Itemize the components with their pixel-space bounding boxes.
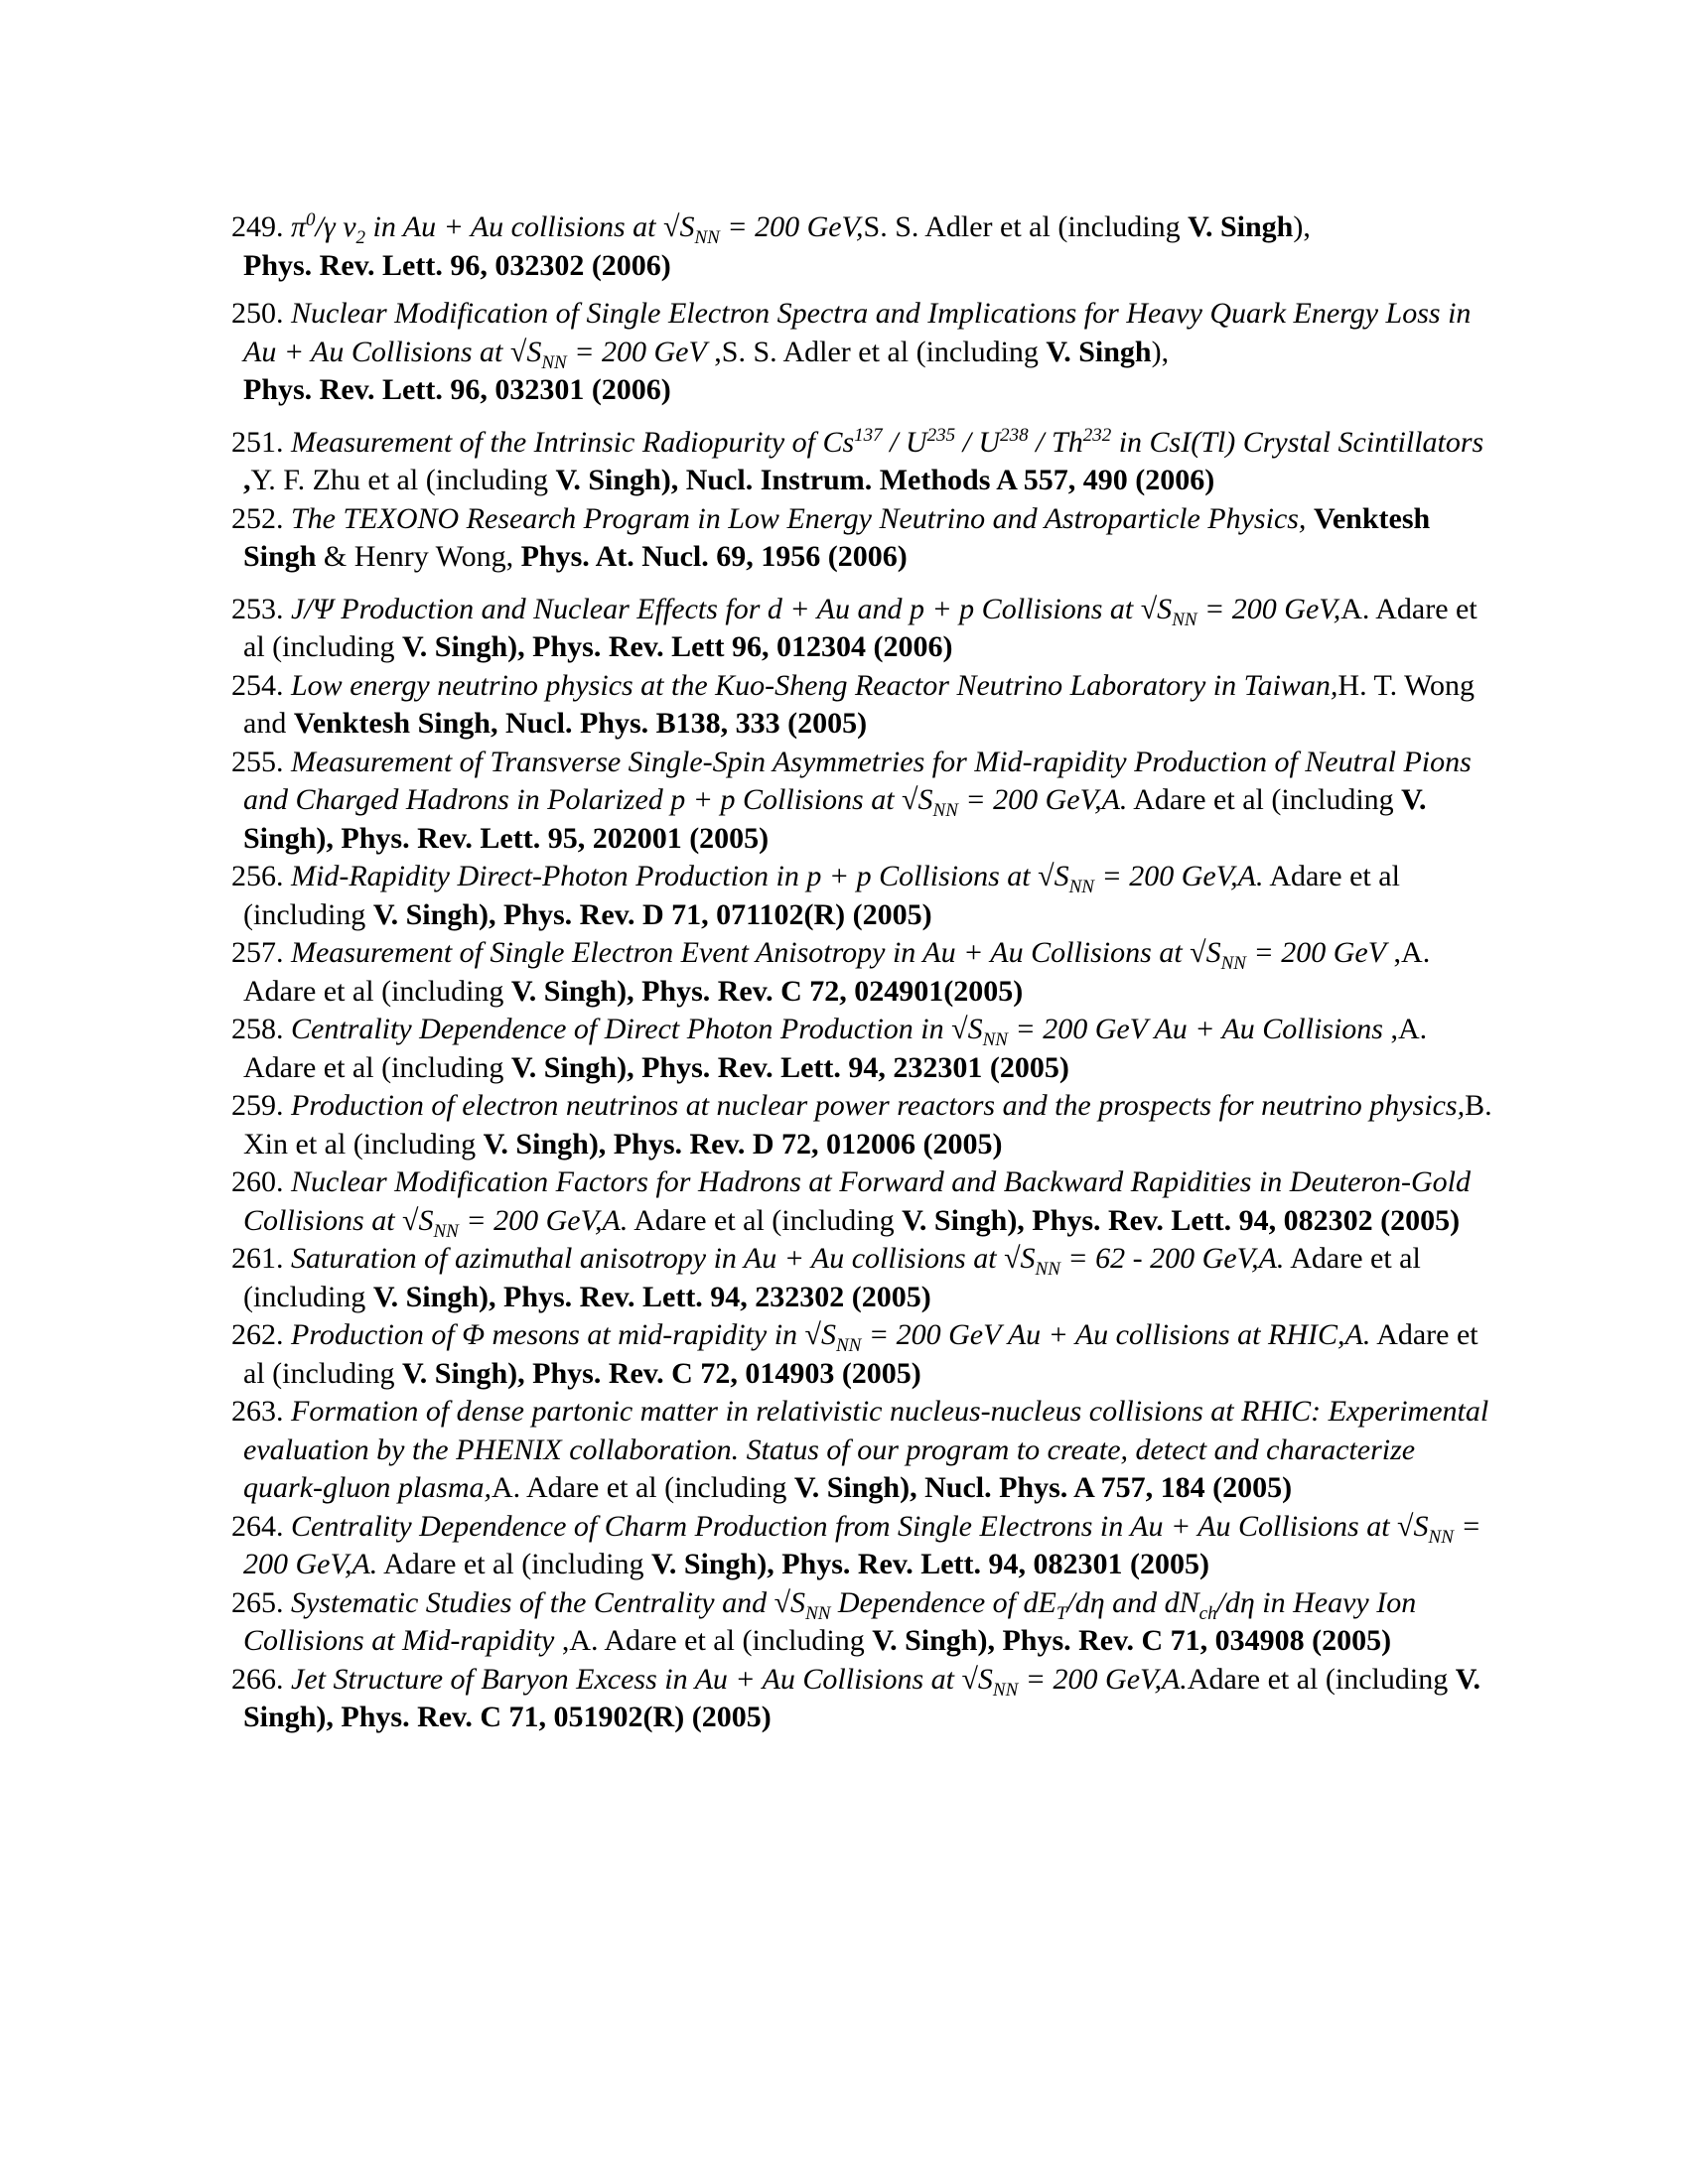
reference-text: S. S. Adler et al (including bbox=[863, 210, 1189, 243]
reference-text: V. Singh bbox=[872, 1624, 978, 1657]
reference-number: 257. bbox=[231, 936, 291, 969]
reference-text: Low energy neutrino physics at the Kuo-Sheng Reactor Neutrino Laboratory in Taiwan, bbox=[291, 668, 1338, 702]
reference-entry bbox=[231, 1508, 1492, 1584]
reference-number: 253. bbox=[231, 592, 291, 625]
reference-number: 256. bbox=[231, 860, 291, 892]
reference-text: / U bbox=[955, 425, 1001, 459]
reference-number: 260. bbox=[231, 1165, 291, 1198]
reference-text: Adare et al (including bbox=[1127, 783, 1402, 816]
reference-text: V. Singh), Phys. Rev. Lett 96, 012304 (2006) bbox=[401, 630, 953, 663]
reference-text: Formation of dense partonic matter in relativistic nucleus-nucleus collisions at RHIC: Experimental evaluation by the PHENIX collaboration. Status of our program to create, detect and characterize quark-gluon plasma, bbox=[243, 1395, 1489, 1504]
reference-text: π bbox=[291, 210, 307, 243]
reference-text: NN bbox=[932, 800, 958, 821]
reference-text: V. Singh bbox=[651, 1548, 758, 1580]
reference-entry bbox=[231, 1316, 1492, 1393]
reference-text: Phys. At. Nucl. 69, 1956 (2006) bbox=[520, 540, 908, 573]
reference-text: Production of electron neutrinos at nuclear power reactors and the prospects for neutrino physics, bbox=[291, 1089, 1466, 1122]
reference-text: NN bbox=[805, 1602, 831, 1624]
reference-text: NN bbox=[1220, 953, 1246, 974]
reference-entry bbox=[231, 667, 1492, 744]
reference-text: Adare et al (including bbox=[243, 860, 1400, 931]
reference-text: Adare et al (including bbox=[1187, 1662, 1456, 1696]
reference-list bbox=[231, 208, 1492, 1737]
reference-number: 249. bbox=[231, 210, 291, 243]
reference-text: V. Singh bbox=[401, 1356, 508, 1390]
reference-text: Adare et al (including bbox=[243, 1318, 1478, 1390]
reference-text: T bbox=[1055, 1602, 1067, 1624]
reference-text: Adare et al (including bbox=[243, 1242, 1421, 1313]
reference-text: Measurement of Transverse Single-Spin Asymmetries for Mid-rapidity Production of Neutral Pions and Charged Hadrons in Polarized p + p Collisions at √S bbox=[243, 745, 1472, 816]
reference-text: Centrality Dependence of Charm Production from Single Electrons in Au + Au Collisions at √S bbox=[291, 1509, 1429, 1543]
reference-text: NN bbox=[694, 227, 720, 248]
reference-number: 262. bbox=[231, 1318, 291, 1351]
reference-text: NN bbox=[1068, 877, 1094, 897]
reference-text: ), Phys. Rev. C 71, 034908 (2005) bbox=[977, 1624, 1392, 1657]
reference-text: 0 bbox=[306, 209, 316, 230]
reference-text: Measurement of the Intrinsic Radiopurity of Cs bbox=[291, 425, 855, 459]
reference-text: A. Adare et al (including bbox=[492, 1471, 794, 1504]
reference-entry bbox=[231, 1584, 1492, 1661]
reference-text: NN bbox=[992, 1679, 1019, 1701]
reference-text: Measurement of Single Electron Event Anisotropy in Au + Au Collisions at √S bbox=[291, 936, 1221, 969]
reference-text: = 200 GeV,A. bbox=[1018, 1662, 1188, 1696]
reference-number: 254. bbox=[231, 668, 291, 702]
reference-number: 261. bbox=[231, 1242, 291, 1275]
reference-text: /γ v bbox=[315, 210, 356, 243]
reference-text: Adare et al (including bbox=[628, 1203, 903, 1237]
reference-text: in CsI(Tl) Crystal Scintillators bbox=[1111, 425, 1484, 459]
reference-entry bbox=[231, 1661, 1492, 1737]
reference-number: 252. bbox=[231, 501, 291, 535]
reference-entry bbox=[231, 295, 1492, 410]
reference-text: ), Phys. Rev. Lett. 94, 232301 (2005) bbox=[617, 1050, 1069, 1084]
reference-text: ,A. Adare et al (including bbox=[554, 1624, 873, 1657]
reference-text: ), Phys. Rev. Lett. 94, 232302 (2005) bbox=[479, 1280, 931, 1313]
reference-text: ), Phys. Rev. C 72, 024901(2005) bbox=[617, 974, 1024, 1008]
reference-text: Y. F. Zhu et al (including bbox=[250, 464, 556, 496]
reference-number: 266. bbox=[231, 1662, 291, 1696]
reference-text: = 200 GeV,A. bbox=[1093, 860, 1264, 892]
reference-entry bbox=[231, 1087, 1492, 1163]
reference-text: ), Phys. Rev. Lett. 94, 082302 (2005) bbox=[1007, 1203, 1461, 1237]
reference-text: V. Singh bbox=[1046, 335, 1152, 368]
reference-text: ), Phys. Rev. C 72, 014903 (2005) bbox=[507, 1356, 921, 1390]
reference-text: = 200 GeV,A. bbox=[243, 1509, 1481, 1580]
reference-text: Nuclear Modification of Single Electron Spectra and Implications for Heavy Quark Energy Loss in Au + Au Collisions at √S bbox=[243, 297, 1472, 368]
reference-text: V. Singh bbox=[483, 1127, 589, 1160]
reference-text: = 200 GeV Au + Au Collisions bbox=[1007, 1013, 1383, 1045]
reference-text bbox=[1306, 502, 1314, 535]
reference-number: 263. bbox=[231, 1395, 291, 1428]
reference-text: ), Phys. Rev. C 71, 051902(R) (2005) bbox=[316, 1701, 772, 1733]
reference-text: ,A. Adare et al (including bbox=[243, 1013, 1428, 1084]
reference-entry bbox=[231, 1393, 1492, 1508]
reference-text: Jet Structure of Baryon Excess in Au + Au Collisions at √S bbox=[291, 1662, 993, 1696]
reference-text: A. Adare et al (including bbox=[243, 592, 1477, 663]
reference-text: V. Singh bbox=[510, 974, 618, 1008]
reference-text: V. Singh bbox=[510, 1050, 618, 1084]
reference-text: in Au + Au collisions at √S bbox=[365, 210, 695, 243]
reference-text: NN bbox=[433, 1220, 459, 1242]
reference-text: ,S. S. Adler et al (including bbox=[706, 335, 1047, 368]
reference-entry bbox=[231, 858, 1492, 934]
reference-text: V. Singh bbox=[793, 1471, 901, 1504]
reference-text: NN bbox=[1172, 609, 1197, 630]
reference-text: Venktesh Singh bbox=[243, 501, 1431, 573]
reference-text: / Th bbox=[1028, 425, 1083, 459]
reference-text: ), Nucl. Phys. A 757, 184 (2005) bbox=[900, 1471, 1293, 1504]
reference-text: J/Ψ Production and Nuclear Effects for d + Au and p + p Collisions at √S bbox=[291, 592, 1173, 625]
reference-number: 258. bbox=[231, 1013, 291, 1045]
reference-entry bbox=[231, 1011, 1492, 1087]
reference-text: = 200 GeV, bbox=[719, 210, 864, 243]
reference-text: V. Singh), Nucl. Instrum. Methods A 557, 490 (2006) bbox=[555, 464, 1215, 496]
reference-text: ), Phys. Rev. Lett. 94, 082301 (2005) bbox=[757, 1548, 1209, 1580]
reference-number: 265. bbox=[231, 1585, 291, 1619]
reference-number: 264. bbox=[231, 1509, 291, 1543]
reference-text: ), bbox=[1151, 335, 1170, 368]
reference-number: 251. bbox=[231, 425, 291, 459]
reference-entry bbox=[231, 424, 1492, 500]
reference-number: 250. bbox=[231, 297, 291, 330]
reference-text: = 62 - 200 GeV,A. bbox=[1059, 1242, 1285, 1275]
reference-text: Saturation of azimuthal anisotropy in Au + Au collisions at √S bbox=[291, 1242, 1036, 1275]
reference-entry bbox=[231, 744, 1492, 859]
reference-text: NN bbox=[836, 1335, 862, 1356]
reference-text: 2 bbox=[355, 227, 366, 248]
reference-text: = 200 GeV,A. bbox=[458, 1203, 629, 1237]
reference-text: Production of Φ mesons at mid-rapidity in √S bbox=[291, 1318, 836, 1351]
reference-text: , bbox=[243, 464, 251, 496]
reference-text: Phys. Rev. Lett. 96, 032302 (2006) bbox=[243, 248, 671, 282]
reference-text: 137 bbox=[854, 424, 883, 446]
reference-text: ch bbox=[1198, 1602, 1217, 1624]
reference-text: & Henry Wong, bbox=[316, 540, 521, 573]
reference-text: Centrality Dependence of Direct Photon Production in √S bbox=[291, 1013, 983, 1045]
reference-text: Dependence of dE bbox=[830, 1585, 1056, 1619]
reference-text: Venktesh Singh, Nucl. Phys. B138, 333 (2005) bbox=[293, 707, 868, 740]
reference-text: ,A. Adare et al (including bbox=[243, 936, 1431, 1008]
reference-text: = 200 GeV,A. bbox=[957, 783, 1128, 816]
reference-entry bbox=[231, 500, 1492, 577]
reference-text: 238 bbox=[1000, 424, 1029, 446]
reference-text: ), bbox=[1293, 210, 1311, 243]
reference-text: NN bbox=[541, 351, 567, 373]
reference-text: = 200 GeV, bbox=[1196, 592, 1341, 625]
reference-text: H. T. Wong and bbox=[243, 668, 1476, 740]
reference-text: V. Singh bbox=[372, 897, 479, 931]
reference-text: Phys. Rev. Lett. 96, 032301 (2006) bbox=[243, 373, 671, 406]
reference-text: Nuclear Modification Factors for Hadrons at Forward and Backward Rapidities in Deuteron-Gold Collisions at √S bbox=[243, 1165, 1471, 1237]
reference-entry bbox=[231, 1240, 1492, 1316]
reference-text: V. Singh bbox=[243, 783, 1427, 855]
reference-text: = 200 GeV bbox=[1245, 936, 1387, 969]
reference-text: V. Singh bbox=[1188, 210, 1294, 243]
reference-number: 259. bbox=[231, 1089, 291, 1122]
reference-text: Mid-Rapidity Direct-Photon Production in p + p Collisions at √S bbox=[291, 860, 1069, 892]
reference-number: 255. bbox=[231, 745, 291, 778]
reference-entry bbox=[231, 934, 1492, 1011]
reference-text: /dη and dN bbox=[1066, 1585, 1199, 1619]
reference-text: 235 bbox=[926, 424, 956, 446]
reference-text: The TEXONO Research Program in Low Energy Neutrino and Astroparticle Physics, bbox=[291, 501, 1307, 535]
reference-text: ), Phys. Rev. D 71, 071102(R) (2005) bbox=[479, 897, 932, 931]
reference-text: Systematic Studies of the Centrality and √S bbox=[291, 1585, 806, 1619]
reference-entry bbox=[231, 208, 1492, 285]
reference-text: V. Singh bbox=[902, 1203, 1008, 1237]
reference-text: ), Phys. Rev. D 72, 012006 (2005) bbox=[588, 1127, 1003, 1160]
reference-text: Adare et al (including bbox=[377, 1548, 652, 1580]
reference-text: B. Xin et al (including bbox=[243, 1089, 1492, 1160]
reference-entry bbox=[231, 591, 1492, 667]
reference-text: = 200 GeV bbox=[566, 335, 707, 368]
reference-text: NN bbox=[1035, 1259, 1060, 1280]
reference-text: = 200 GeV Au + Au collisions at RHIC,A. bbox=[861, 1318, 1371, 1351]
reference-entry bbox=[231, 1163, 1492, 1240]
reference-text: 232 bbox=[1082, 424, 1112, 446]
reference-text: ), Phys. Rev. Lett. 95, 202001 (2005) bbox=[316, 821, 770, 855]
reference-text: V. Singh bbox=[372, 1280, 479, 1313]
reference-text: /dη in Heavy Ion Collisions at Mid-rapidity bbox=[243, 1585, 1417, 1657]
reference-text: NN bbox=[982, 1029, 1008, 1050]
reference-text: / U bbox=[882, 425, 927, 459]
reference-text: V. Singh bbox=[243, 1662, 1481, 1733]
reference-text: NN bbox=[1428, 1526, 1454, 1548]
